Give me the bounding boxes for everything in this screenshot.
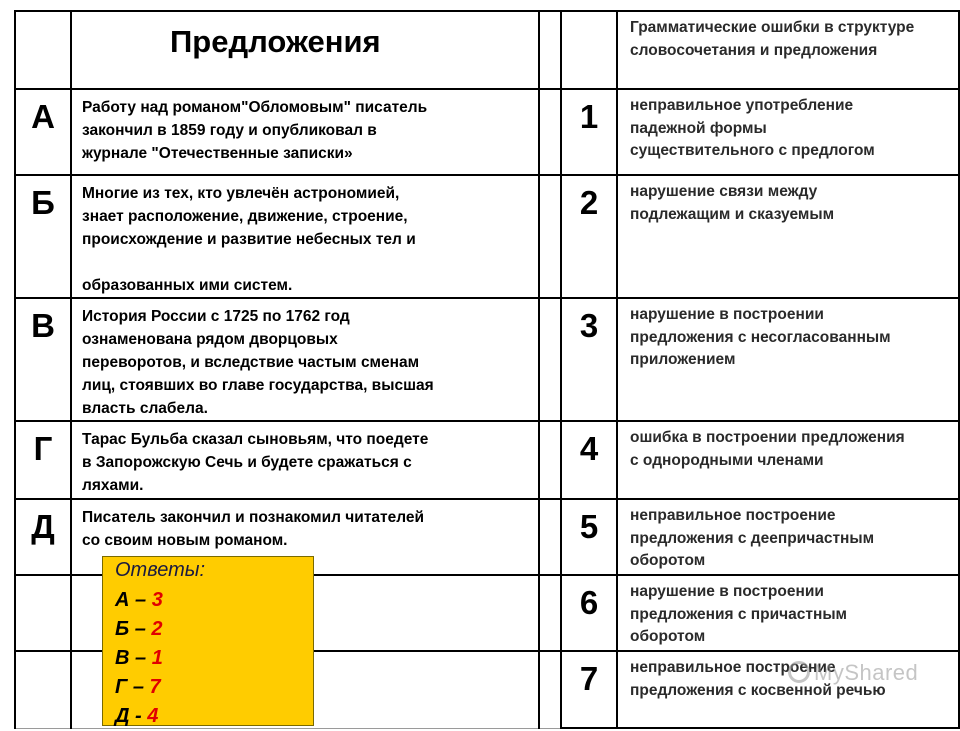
watermark-logo-icon bbox=[788, 661, 810, 683]
sentence-text bbox=[72, 299, 538, 420]
number-cell bbox=[561, 499, 617, 575]
letter-cell bbox=[15, 298, 71, 421]
sentence-line: ляхами. bbox=[82, 477, 144, 494]
row-letter bbox=[16, 576, 70, 584]
error-line: предложения с несогласованным bbox=[630, 328, 891, 346]
answer-item bbox=[115, 673, 313, 702]
sentence-line: переворотов, и вследствие частым сменам bbox=[82, 354, 420, 371]
error-line: приложением bbox=[630, 351, 736, 368]
error-cell bbox=[617, 175, 959, 298]
sentence-line: закончил в 1859 году и опубликовал в bbox=[82, 122, 377, 139]
header-row bbox=[15, 11, 959, 89]
sentence-cell bbox=[71, 298, 539, 421]
sentence-line: Писатель закончил и познакомил читателей bbox=[82, 509, 425, 526]
row-letter: Г bbox=[33, 430, 53, 467]
answer-value: 1 bbox=[151, 647, 163, 669]
answer-value: 7 bbox=[149, 676, 161, 698]
error-line: нарушение в построении bbox=[630, 583, 824, 600]
gap-cell bbox=[539, 651, 561, 728]
letter-cell bbox=[15, 175, 71, 298]
sentence-cell bbox=[71, 89, 539, 175]
letter-cell bbox=[15, 651, 71, 728]
answer-separator: – bbox=[127, 676, 150, 698]
error-description bbox=[618, 299, 958, 372]
error-line: нарушение в построении bbox=[630, 306, 824, 323]
row-letter: Б bbox=[31, 184, 55, 221]
answer-item bbox=[115, 615, 313, 644]
answers-list bbox=[115, 586, 313, 731]
error-cell bbox=[617, 499, 959, 575]
error-line: существительного с предлогом bbox=[630, 142, 875, 159]
answers-box bbox=[102, 556, 314, 726]
sentence-line: знает расположение, движение, строение, bbox=[82, 208, 408, 225]
row-number: 3 bbox=[579, 307, 599, 344]
error-line: предложения с причастным bbox=[630, 605, 848, 623]
sentence-cell bbox=[71, 175, 539, 298]
sentence-line: Тарас Бульба сказал сыновьям, что поедете bbox=[82, 431, 429, 448]
sentence-text bbox=[72, 500, 538, 552]
gap-cell bbox=[539, 421, 561, 499]
header-gap-cell bbox=[539, 11, 561, 89]
error-cell bbox=[617, 89, 959, 175]
row-letter: А bbox=[31, 98, 55, 135]
sentence-line: лиц, стоявших во главе государства, высшая bbox=[82, 377, 434, 394]
error-description bbox=[618, 90, 958, 163]
sentence-line: Работу над романом"Обломовым" писатель bbox=[82, 99, 428, 116]
number-cell bbox=[561, 298, 617, 421]
row-number: 6 bbox=[579, 584, 599, 621]
sentence-line: власть слабела. bbox=[82, 400, 208, 417]
error-line: подлежащим и сказуемым bbox=[630, 205, 835, 223]
answer-item bbox=[115, 702, 313, 731]
sentence-cell bbox=[71, 421, 539, 499]
gap-cell bbox=[539, 89, 561, 175]
answer-separator: - bbox=[129, 705, 148, 727]
gap-cell bbox=[539, 298, 561, 421]
table-row bbox=[15, 421, 959, 499]
error-line: неправильное употребление bbox=[630, 97, 854, 114]
sentence-line bbox=[82, 251, 532, 274]
number-cell bbox=[561, 575, 617, 651]
letter-cell bbox=[15, 421, 71, 499]
answer-letter: Б bbox=[115, 618, 130, 640]
error-line: оборотом bbox=[630, 552, 706, 569]
error-description bbox=[618, 576, 958, 649]
sentence-text bbox=[72, 176, 538, 297]
errors-title: Грамматические ошибки в структуре словосочетания и предложения bbox=[630, 19, 915, 59]
error-line: неправильное построение bbox=[630, 507, 836, 524]
gap-cell bbox=[539, 575, 561, 651]
letter-cell bbox=[15, 575, 71, 651]
answer-value: 2 bbox=[151, 618, 163, 640]
answer-separator: – bbox=[129, 647, 152, 669]
answer-item bbox=[115, 586, 313, 615]
header-sentences-cell bbox=[71, 11, 539, 89]
row-number: 7 bbox=[579, 660, 599, 697]
answer-separator: – bbox=[129, 589, 152, 611]
answer-letter: А bbox=[115, 589, 130, 611]
header-errors-cell bbox=[617, 11, 959, 89]
gap-cell bbox=[539, 175, 561, 298]
sentence-line: ознаменована рядом дворцовых bbox=[82, 331, 338, 348]
header-letter-cell bbox=[15, 11, 71, 89]
number-cell bbox=[561, 651, 617, 728]
error-line: с однородными членами bbox=[630, 451, 824, 469]
row-number: 5 bbox=[579, 508, 599, 545]
row-number: 1 bbox=[579, 98, 599, 135]
error-cell bbox=[617, 421, 959, 499]
error-line: предложения с косвенной речью bbox=[630, 681, 886, 699]
error-cell bbox=[617, 298, 959, 421]
answer-value: 3 bbox=[151, 589, 163, 611]
watermark-text: MyShared bbox=[814, 660, 919, 685]
answer-letter: В bbox=[115, 647, 130, 669]
answers-title: Ответы: bbox=[115, 559, 206, 581]
answer-letter: Д bbox=[115, 705, 130, 727]
number-cell bbox=[561, 89, 617, 175]
sentence-line: Многие из тех, кто увлечён астрономией, bbox=[82, 185, 400, 202]
sentence-line: происхождение и развитие небесных тел и bbox=[82, 231, 416, 248]
answer-item bbox=[115, 644, 313, 673]
watermark bbox=[788, 660, 918, 686]
gap-cell bbox=[539, 499, 561, 575]
answer-value: 4 bbox=[147, 705, 159, 727]
row-letter: Д bbox=[31, 508, 55, 545]
number-cell bbox=[561, 175, 617, 298]
letter-cell bbox=[15, 499, 71, 575]
error-line: предложения с деепричастным bbox=[630, 529, 875, 547]
sentences-title: Предложения bbox=[170, 24, 381, 59]
answer-letter: Г bbox=[115, 676, 128, 698]
row-number: 2 bbox=[579, 184, 599, 221]
answer-separator: – bbox=[129, 618, 152, 640]
error-line: нарушение связи между bbox=[630, 183, 818, 200]
letter-cell bbox=[15, 89, 71, 175]
row-number: 4 bbox=[579, 430, 599, 467]
table-row bbox=[15, 89, 959, 175]
sentence-line: История России с 1725 по 1762 год bbox=[82, 308, 350, 325]
error-cell bbox=[617, 575, 959, 651]
sentence-line: образованных ими систем. bbox=[82, 277, 293, 294]
number-cell bbox=[561, 421, 617, 499]
sentence-text bbox=[72, 90, 538, 165]
row-letter bbox=[16, 652, 70, 660]
error-line: оборотом bbox=[630, 628, 706, 645]
error-description bbox=[618, 422, 958, 472]
sentence-line: в Запорожскую Сечь и будете сражаться с bbox=[82, 454, 412, 471]
error-line: ошибка в построении предложения bbox=[630, 429, 905, 446]
error-line: неправильное построение bbox=[630, 659, 836, 676]
error-description bbox=[618, 500, 958, 573]
table-row bbox=[15, 175, 959, 298]
sentence-text bbox=[72, 422, 538, 497]
row-letter: В bbox=[31, 307, 55, 344]
table-row bbox=[15, 298, 959, 421]
header-number-cell bbox=[561, 11, 617, 89]
sentence-line: со своим новым романом. bbox=[82, 532, 288, 549]
sentence-line: журнале "Отечественные записки» bbox=[82, 145, 353, 162]
error-line: падежной формы bbox=[630, 119, 767, 137]
error-description bbox=[618, 176, 958, 226]
